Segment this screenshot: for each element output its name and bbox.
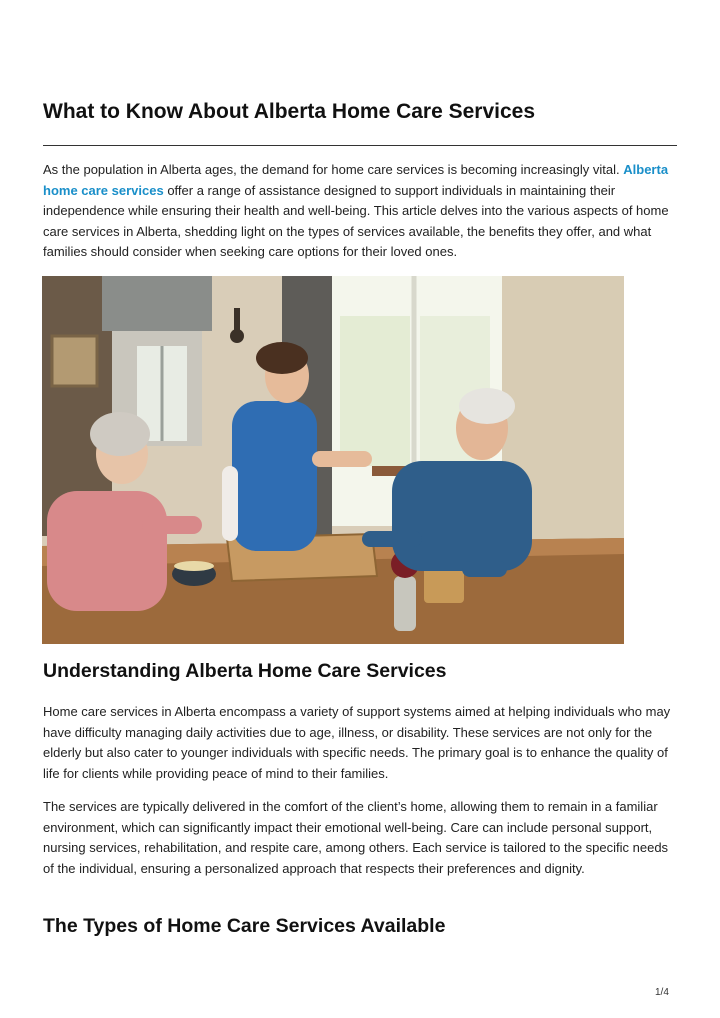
alberta-home-care-link[interactable]: Alberta home care services — [43, 162, 669, 198]
intro-text-before-link: As the population in Alberta ages, the demand for home care services is becoming increasingly vital. — [43, 162, 624, 177]
page-number: 1/4 — [655, 987, 669, 998]
understanding-paragraph-1: Home care services in Alberta encompass a variety of support systems aimed at helping individuals who may have difficulty managing daily activities due to age, illness, or disability. These services are not only for the elderly but also cater to younger individuals with specific needs. The primary goal is to enhance the quality of life for clients while providing peace of mind to their families. — [43, 704, 671, 781]
title-divider — [43, 145, 677, 146]
heading-types-of-services: The Types of Home Care Services Available — [43, 915, 446, 937]
article-photo-caregiver-with-seniors — [42, 276, 624, 644]
intro-text-after-link: offer a range of assistance designed to support individuals in maintaining their independence while ensuring their health and well-being. This article delves into the various aspects of home care services in Alberta, shedding light on the types of services available, the benefits they offer, and what families should consider when seeking care options for their loved ones. — [43, 182, 669, 259]
heading-understanding: Understanding Alberta Home Care Services — [43, 660, 447, 682]
page-title: What to Know About Alberta Home Care Services — [43, 100, 536, 123]
understanding-paragraph-2: The services are typically delivered in the comfort of the client’s home, allowing them to remain in a familiar environment, which can significantly impact their emotional well-being. Care can include personal support, nursing services, rehabilitation, and respite care, among others. Each service is tailored to the specific needs of the individual, ensuring a personalized approach that respects their preferences and dignity. — [43, 799, 669, 876]
intro-paragraph — [43, 160, 677, 263]
